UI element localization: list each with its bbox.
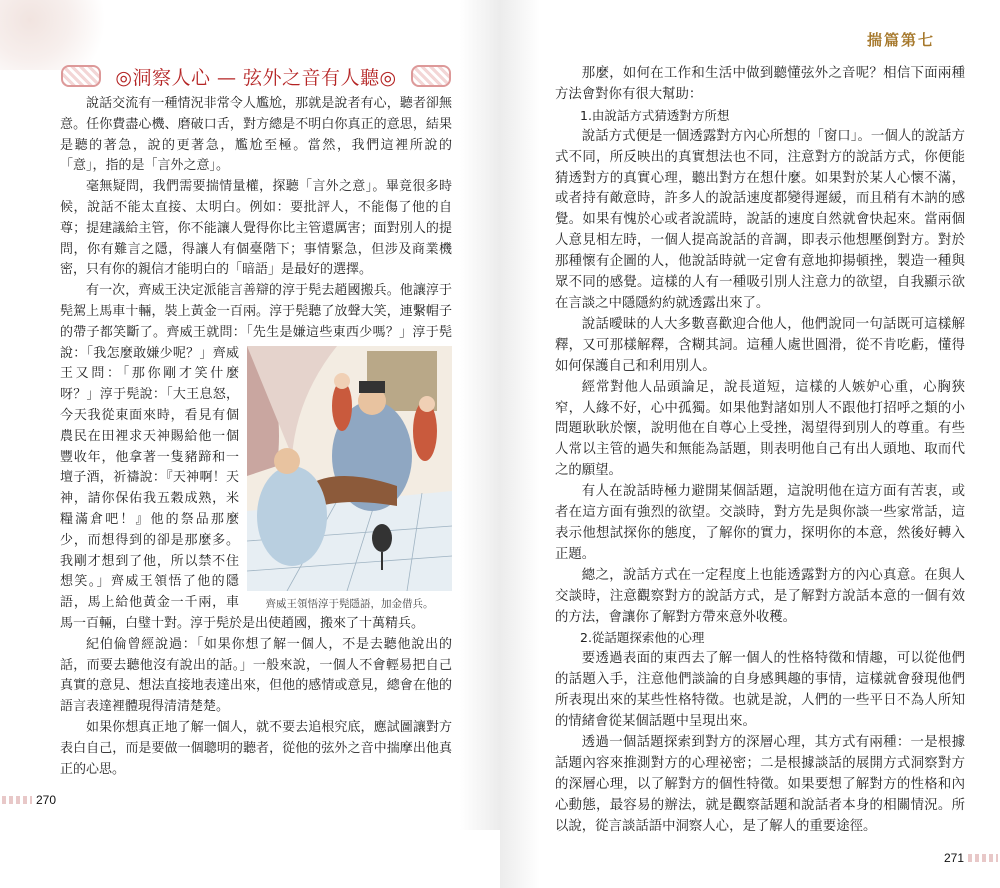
knot-ornament-icon	[61, 65, 101, 87]
paragraph: 說話交流有一種情況非常令人尷尬，那就是說者有心，聽者卻無意。任你費盡心機、磨破口舌，對方總是不明白你真正的意思，結果是聽的著急，說的更著急，尷尬至極。當然，我們這裡所說的「意」，指的是「言外之意」。	[60, 96, 452, 174]
paragraph: 毫無疑問，我們需要揣情量權，探聽「言外之意」。畢竟很多時候，說話不能太直接、太明白。例如：要批評人，不能傷了他的自尊；提建議給主管，你不能讓人覺得你比主管還厲害；面對別人的提問，你有難言之隱，得讓人有個臺階下；事情緊急，但涉及商業機密，只有你的親信才能明白的「暗語」是最好的選擇。	[60, 179, 452, 278]
paragraph: 要透過表面的東西去了解一個人的性格特徵和情趣，可以從他們的話題入手，注意他們談論的自身感興趣的事情，這樣就會發現他們所表現出來的某些性格特徵。也就是說，人們的一些平日不為人所知的情緒會從某個話題中呈現出來。	[555, 651, 965, 730]
paragraph: 總之，說話方式在一定程度上也能透露對方的內心真意。在與人交談時，注意觀察對方的說話方式，是了解對方說話本意的一個有效的方法，會讓你了解對方帶來意外收穫。	[555, 567, 965, 625]
section-title: ◎洞察人心 — 弦外之音有人聽◎	[115, 66, 397, 89]
corner-ornament	[0, 0, 110, 70]
paragraph: 說話曖昧的人大多數喜歡迎合他人，他們說同一句話既可這樣解釋，又可那樣解釋，含糊其詞。這種人處世圓滑，從不肯吃虧，懂得如何保護自己和利用別人。	[555, 316, 965, 374]
paragraph: 紀伯倫曾經說過：「如果你想了解一個人，不是去聽他說出的話，而要去聽他沒有說出的話。」一般來說，一個人不會輕易把自己真實的意見、想法直接地表達出來，但他的感情或意見，總會在他的語言表達裡體現得清清楚楚。	[60, 636, 452, 715]
footer-ornament	[968, 854, 998, 862]
paragraph: 有人在說話時極力避開某個話題，這說明他在這方面有苦衷，或者在這方面有強烈的欲望。交談時，對方先是與你談一些家常話，這表示他想試探你的態度，了解你的實力，探明你的本意，然後好轉入正題。	[555, 484, 965, 562]
paragraph: 說話方式便是一個透露對方內心所想的「窗口」。一個人的說話方式不同，所反映出的真實想法也不同，注意對方的說話方式，你便能猜透對方的真實心理，聽出對方在想什麼。如果對於某人心懷不滿，或者持有敵意時，許多人的說話速度都變得遲緩，而且稍有木訥的感覺。如果有愧於心或者說謊時，說話的速度自然就會快起來。當兩個人意見相左時，一個人提高說話的音調，即表示他想壓倒對方。對於那種懷有企圖的人，他說話時就一定會有意地抑揚頓挫，製造一種與眾不同的感覺。這樣的人有一種吸引別人注意力的欲望，自我顯示欲在言談之中隱隱約約就透露出來了。	[555, 128, 965, 311]
page-number: 270	[36, 793, 57, 808]
paragraph: 經常對他人品頭論足，說長道短，這樣的人嫉妒心重，心胸狹窄，人緣不好，心中孤獨。如果他對諸如別人不跟他打招呼之類的小問題耿耿於懷，說明他在自尊心上受挫，渴望得到別人的尊重。有些人常以主管的過失和無能為話題，則表明他自己有出人頭地、取而代之的願望。	[555, 379, 965, 479]
right-body-text	[555, 64, 965, 838]
subheading: 2.從話題探索他的心理	[580, 630, 705, 646]
footer-ornament	[2, 796, 32, 804]
left-footer	[0, 780, 452, 810]
paragraph: 如果你想真正地了解一個人，就不要去追根究底，應試圖讓對方表白自己，而是要做一個聰明的聽者，從他的弦外之音中揣摩出他真正的心思。	[60, 719, 452, 777]
chapter-header: 揣篇第七	[866, 31, 935, 49]
section-title-bar	[60, 62, 452, 90]
left-body-text	[60, 94, 452, 780]
paragraph: 有一次，齊威王決定派能言善辯的淳于髡去趙國搬兵。他讓淳于髡駕上馬車十輛，裝上黃金一百兩。淳于髡聽了放聲大笑，連繫帽子的帶子都笑斷了。齊威王就問：「先生是嫌這些東西少嗎？」淳于髡說：「我怎麼敢嫌少呢？」齊威王又問：「那你剛才笑什麼呀？」淳于髡說：「大王息怒，今天我從東面來時，看見有個農民在田裡求天神賜給他一個豐收年，他拿著一隻豬蹄和一壇子酒，祈禱說：『天神啊！天神，請你保佑我五穀成熟，米糧滿倉吧！』他的祭品那麼少，而想得到的卻是那麼多。我剛才想到了他，所以禁不住想笑。」齊威王領悟了他的隱語，馬上給他黃金一千兩，車馬一百輛，白璧十對。淳于髡於是出使趙國，搬來了十萬精兵。	[60, 283, 452, 631]
right-footer	[555, 838, 1000, 868]
illustration-king-and-envoy	[247, 346, 452, 611]
knot-ornament-icon	[411, 65, 451, 87]
page-number: 271	[943, 850, 964, 865]
illustration-caption: 齊威王領悟淳于髡隱語，加金借兵。	[265, 598, 434, 610]
subheading: 1.由說話方式猜透對方所想	[580, 107, 730, 123]
left-page	[0, 0, 500, 830]
paragraph: 那麼，如何在工作和生活中做到聽懂弦外之音呢？相信下面兩種方法會對你有很大幫助：	[555, 66, 965, 102]
paragraph: 透過一個話題探索到對方的深層心理，其方式有兩種：一是根據話題內容來推測對方的心理祕密；二是根據談話的展開方式洞察對方的深層心理，以了解對方的個性特徵。如果要想了解對方的性格和內心動態，最容易的辦法，就是觀察話題和說話者本身的相關情況。所以說，從言談話語中洞察人心，是了解人的重要途徑。	[555, 735, 965, 834]
right-page	[500, 0, 1000, 888]
